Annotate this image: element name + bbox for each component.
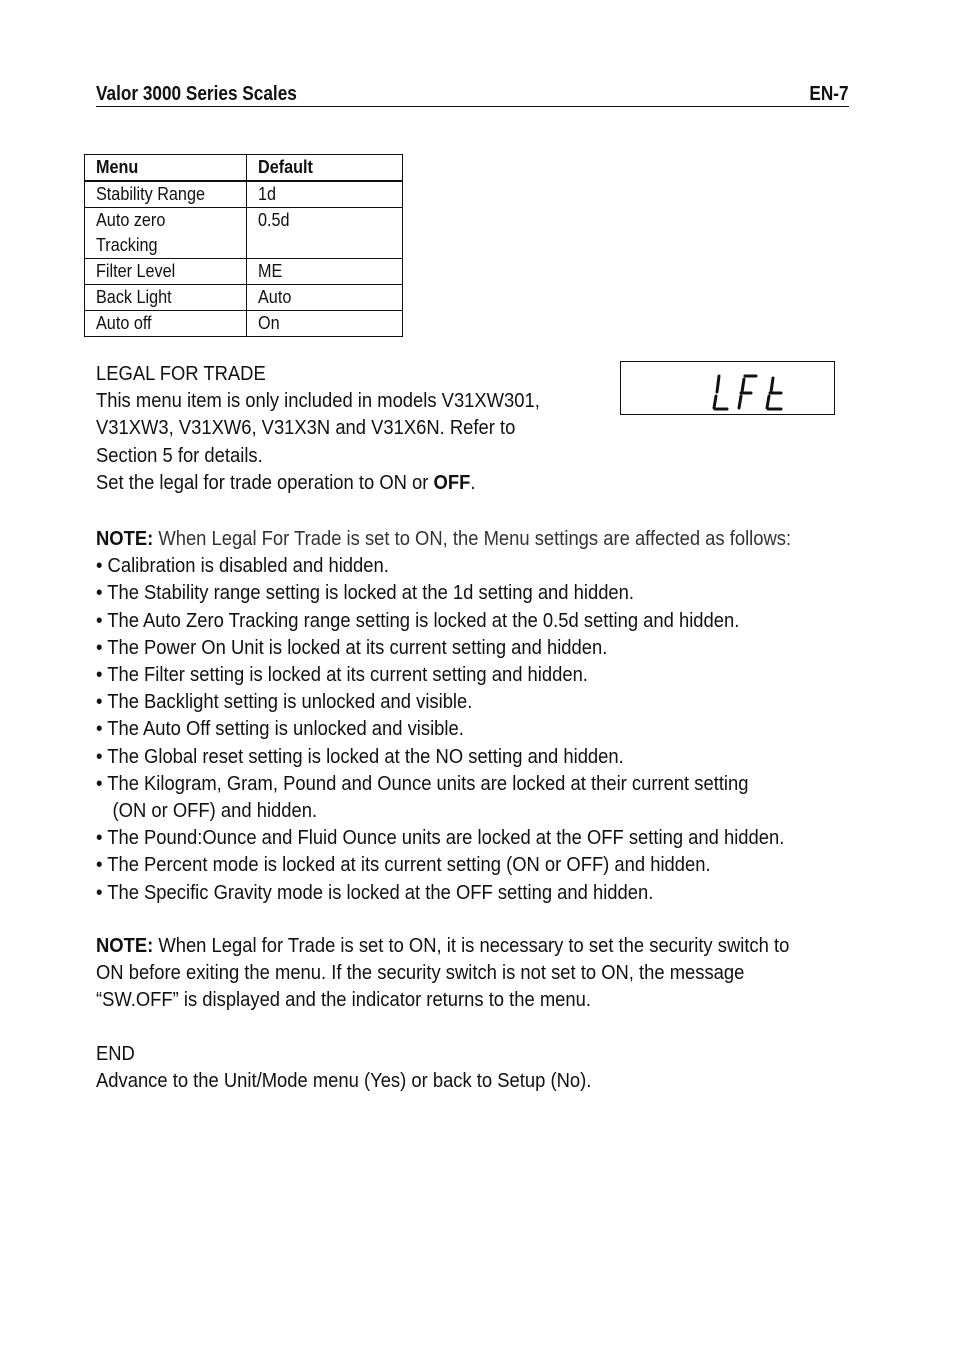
table-cell: 0.5d <box>247 208 403 259</box>
table-row <box>85 259 403 285</box>
table-header-cell: Menu <box>85 155 247 182</box>
lcd-display-box <box>620 361 835 415</box>
list-item: • The Power On Unit is locked at its current setting and hidden. <box>96 636 608 659</box>
table-cell: Auto <box>247 285 403 311</box>
paragraph-line: Section 5 for details. <box>96 444 263 467</box>
paragraph-line: V31XW3, V31XW6, V31X3N and V31X6N. Refer to <box>96 417 516 440</box>
section-heading: LEGAL FOR TRADE <box>96 363 266 385</box>
table-cell: ME <box>247 259 403 285</box>
note-security-section <box>96 933 789 1015</box>
table-header-row <box>85 155 403 182</box>
table-cell: Stability Range <box>85 181 247 208</box>
list-item-continuation: (ON or OFF) and hidden. <box>112 800 318 823</box>
note-label: NOTE: <box>96 935 154 957</box>
note-settings-section <box>96 526 791 907</box>
list-item: • The Specific Gravity mode is locked at the OFF setting and hidden. <box>96 881 654 904</box>
paragraph-line: NOTE: When Legal for Trade is set to ON, it is necessary to set the security switch to <box>96 935 790 957</box>
paragraph-line: “SW.OFF” is displayed and the indicator returns to the menu. <box>96 989 591 1012</box>
legal-for-trade-section <box>96 361 540 497</box>
section-heading: END <box>96 1043 135 1065</box>
note-label: NOTE: <box>96 528 154 550</box>
note-intro: NOTE: When Legal For Trade is set to ON, the Menu settings are affected as follows: <box>96 528 792 550</box>
table-cell: Back Light <box>85 285 247 311</box>
paragraph-line: Set the legal for trade operation to ON or OFF. <box>96 471 476 494</box>
list-item: • The Filter setting is locked at its current setting and hidden. <box>96 664 588 687</box>
table-row <box>85 285 403 311</box>
list-item: • The Auto Zero Tracking range setting is locked at the 0.5d setting and hidden. <box>96 609 740 632</box>
table-row <box>85 311 403 337</box>
paragraph-line: This menu item is only included in models V31XW301, <box>96 390 540 413</box>
document-title: Valor 3000 Series Scales <box>96 83 297 105</box>
list-item: • The Percent mode is locked at its current setting (ON or OFF) and hidden. <box>96 854 711 877</box>
table-cell: Auto off <box>85 311 247 337</box>
table-row <box>85 208 403 259</box>
table-cell: On <box>247 311 403 337</box>
off-option: OFF <box>433 471 471 494</box>
page-number: EN-7 <box>809 83 849 105</box>
table-cell: Auto zero Tracking <box>85 208 247 259</box>
table-cell: 1d <box>247 181 403 208</box>
end-section <box>96 1041 591 1095</box>
list-item: • The Global reset setting is locked at the NO setting and hidden. <box>96 745 624 768</box>
table-header-cell: Default <box>247 155 403 182</box>
list-item: • The Stability range setting is locked at the 1d setting and hidden. <box>96 582 635 605</box>
table-row <box>85 181 403 208</box>
list-item: • The Pound:Ounce and Fluid Ounce units are locked at the OFF setting and hidden. <box>96 827 785 850</box>
table-cell: Filter Level <box>85 259 247 285</box>
list-item: • The Kilogram, Gram, Pound and Ounce units are locked at their current setting <box>96 772 749 795</box>
paragraph-line: ON before exiting the menu. If the security switch is not set to ON, the message <box>96 962 745 985</box>
list-item: • Calibration is disabled and hidden. <box>96 555 389 578</box>
defaults-table <box>84 154 403 337</box>
paragraph-line: Advance to the Unit/Mode menu (Yes) or back to Setup (No). <box>96 1070 592 1093</box>
page-header <box>96 82 849 107</box>
lcd-readout-lft <box>621 362 834 414</box>
list-item: • The Backlight setting is unlocked and visible. <box>96 691 473 714</box>
list-item: • The Auto Off setting is unlocked and visible. <box>96 718 464 741</box>
